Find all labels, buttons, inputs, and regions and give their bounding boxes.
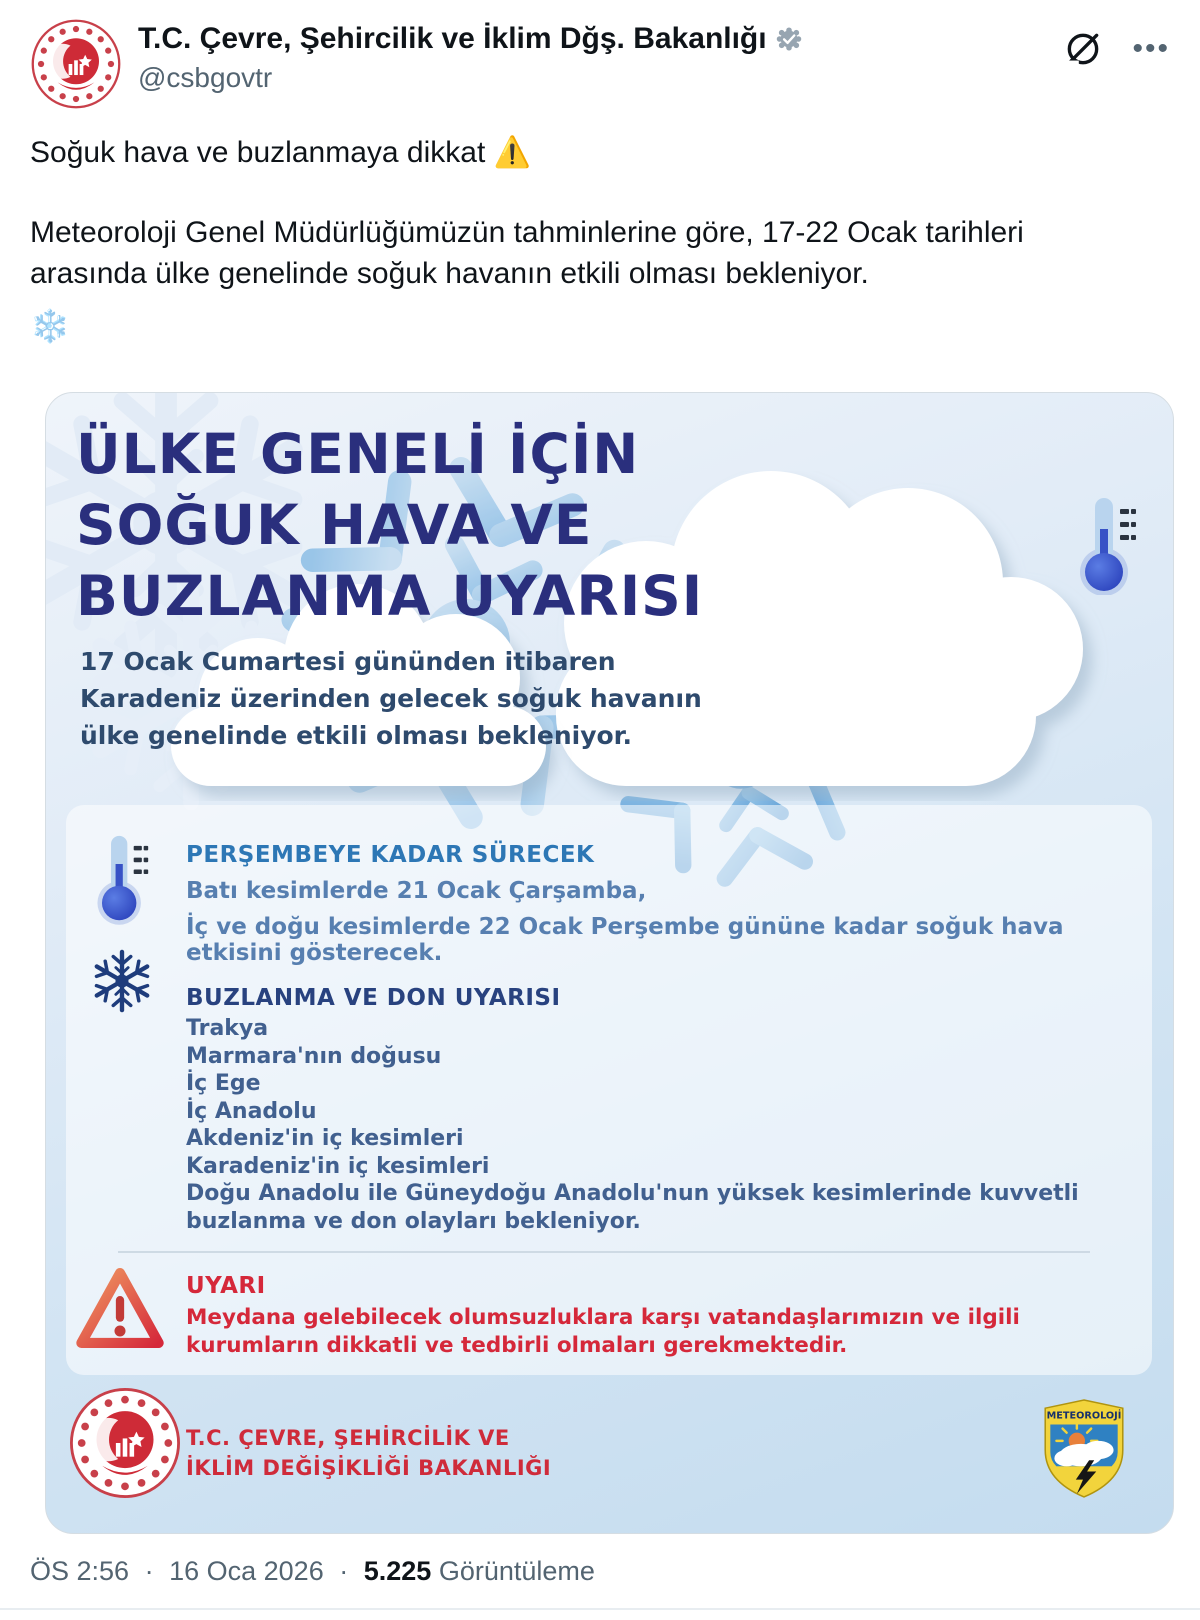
tweet-meta[interactable] [30,1556,595,1587]
tweet-text-line1 [30,132,1160,173]
tweet-time: ÖS 2:56 [30,1556,130,1586]
warning-emoji: ⚠️ [493,136,531,169]
freeze-region-item: Akdeniz'in iç kesimleri [186,1126,464,1151]
infographic-title [76,419,703,632]
section-duration-line1: Batı kesimlerde 21 Ocak Çarşamba, [186,878,647,904]
more-options-icon[interactable]: ••• [1132,32,1170,65]
freeze-region-list [186,1015,1091,1235]
bottom-divider [0,1608,1200,1610]
tweet-header [30,18,1170,110]
ministry-seal-icon [68,1386,182,1500]
author-handle[interactable]: @csbgovtr [138,62,273,93]
tweet-text: Soğuk hava ve buzlanmaya dikkat [30,136,486,169]
freeze-region-item: İç Anadolu [186,1098,317,1124]
section-duration-heading: PERŞEMBEYE KADAR SÜRECEK [186,842,595,868]
verified-badge-icon [775,25,803,53]
grok-icon[interactable] [1062,28,1104,70]
author-name[interactable]: T.C. Çevre, Şehircilik ve İklim Dğş. Bakanlığı [138,22,767,55]
views-label: Görüntüleme [438,1556,595,1586]
section-divider [118,1251,1090,1253]
section-freeze-heading: BUZLANMA VE DON UYARISI [186,985,561,1011]
meta-separator: · [144,1556,154,1586]
tweet-text-line3 [30,306,1160,348]
thermometer-icon [92,831,150,926]
tweet-date: 16 Oca 2026 [169,1556,324,1586]
subtitle-line: ülke genelinde etkili olması bekleniyor. [80,721,632,750]
snowflake-emoji: ❄️ [30,308,70,344]
section-warning-text: Meydana gelebilecek olumsuzluklara karşı vatandaşlarımızın ve ilgili kurumların dikkatli ve tedbirli olmaları gerekmektedir. [186,1305,1020,1358]
section-warning-heading: UYARI [186,1273,266,1299]
title-line: SOĞUK HAVA VE [76,493,593,557]
warning-triangle-icon [74,1265,166,1351]
met-logo-text: METEOROLOJİ [1046,1410,1122,1422]
meta-separator: · [339,1556,349,1586]
freeze-region-item: Marmara'nın doğusu [186,1043,442,1069]
freeze-region-item: Karadeniz'in iç kesimleri [186,1153,490,1179]
freeze-region-item: Trakya [186,1016,269,1041]
tweet-media-infographic[interactable] [45,392,1174,1534]
section-duration-line2: İç ve doğu kesimlerde 22 Ocak Perşembe gününe kadar soğuk hava etkisini gösterecek. [186,914,1064,966]
title-line: BUZLANMA UYARISI [76,564,704,628]
tweet-text-line2: Meteoroloji Genel Müdürlüğümüzün tahminlerine göre, 17-22 Ocak tarihleri arasında ülke genelinde soğuk havanın etkili olması bekleniyor. [30,216,1024,290]
freeze-region-item: Doğu Anadolu ile Güneydoğu Anadolu'nun yüksek kesimlerinde kuvvetli buzlanma ve don olayları bekleniyor. [186,1181,1079,1234]
views-count: 5.225 [363,1556,432,1586]
avatar[interactable] [30,18,122,110]
subtitle-line: Karadeniz üzerinden gelecek soğuk havanın [80,684,702,713]
snowflake-icon [90,949,154,1013]
ministry-seal-icon [30,18,122,110]
ministry-name-line: T.C. ÇEVRE, ŞEHİRCİLİK VE [186,1426,510,1450]
thermometer-icon [1074,495,1138,595]
meteorology-shield-icon [1042,1399,1126,1498]
freeze-region-item: İç Ege [186,1071,261,1096]
title-line: ÜLKE GENELİ İÇİN [76,422,640,486]
subtitle-line: 17 Ocak Cumartesi gününden itibaren [80,647,616,676]
infographic-subtitle [80,643,702,754]
ministry-name-line: İKLİM DEĞİŞİKLİĞİ BAKANLIĞI [186,1456,552,1480]
ministry-name [186,1423,551,1483]
